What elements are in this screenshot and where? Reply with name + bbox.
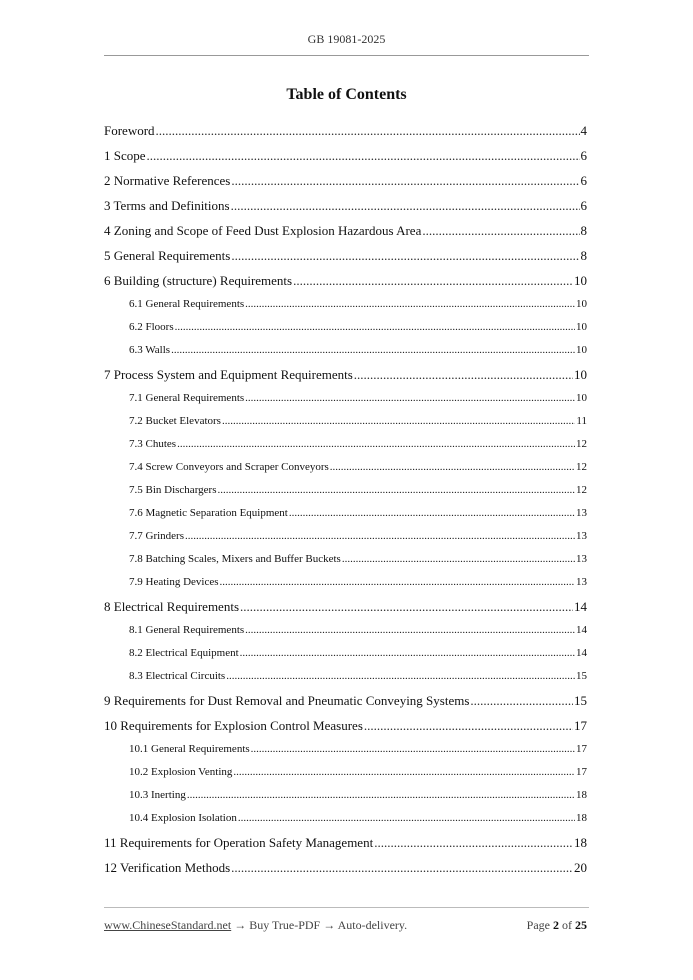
toc-leader-dots: [171, 339, 575, 362]
toc-entry[interactable]: [104, 619, 587, 642]
toc-entry-page: 10: [574, 367, 587, 382]
page-title: Table of Contents: [286, 86, 407, 103]
page-word: Page: [526, 918, 550, 932]
toc-entry-label: 1 Scope: [104, 148, 146, 163]
toc-entry[interactable]: [104, 387, 587, 410]
toc-entry[interactable]: [104, 362, 587, 387]
toc-entry-label: 8.3 Electrical Circuits: [129, 670, 226, 682]
toc-entry-label: 5 General Requirements: [104, 248, 231, 263]
toc-entry-page: 8: [580, 248, 587, 263]
toc-entry[interactable]: [104, 525, 587, 548]
toc-entry-label: 7.2 Bucket Elevators: [129, 415, 221, 427]
toc-leader-dots: [147, 143, 580, 168]
toc-leader-dots: [289, 502, 575, 525]
toc-leader-dots: [231, 243, 579, 268]
toc-entry-page: 13: [576, 553, 587, 565]
current-page: 2: [553, 918, 559, 932]
toc-entry[interactable]: [104, 502, 587, 525]
toc-entry-page: 8: [580, 223, 587, 238]
arrow-icon: →: [320, 918, 338, 932]
toc-entry-label: 2 Normative References: [104, 173, 231, 188]
toc-leader-dots: [187, 784, 575, 807]
toc-leader-dots: [245, 387, 575, 410]
toc-entry-page: 17: [576, 766, 587, 778]
toc-entry-label: 3 Terms and Definitions: [104, 198, 230, 213]
toc-leader-dots: [354, 362, 573, 387]
toc-leader-dots: [231, 168, 579, 193]
toc-entry-page: 14: [576, 647, 587, 659]
total-pages: 25: [575, 918, 587, 932]
toc-leader-dots: [217, 479, 575, 502]
toc-entry[interactable]: [104, 339, 587, 362]
toc-entry-page: 18: [574, 835, 587, 850]
toc-entry-page: 10: [576, 392, 587, 404]
toc-leader-dots: [422, 218, 579, 243]
toc-entry[interactable]: [104, 571, 587, 594]
toc-entry-page: 6: [580, 173, 587, 188]
toc-entry[interactable]: [104, 642, 587, 665]
toc-entry-page: 15: [574, 693, 587, 708]
toc-leader-dots: [330, 456, 575, 479]
toc-leader-dots: [238, 807, 575, 830]
toc-entry-page: 18: [576, 789, 587, 801]
toc-entry[interactable]: [104, 713, 587, 738]
toc-entry-label: 4 Zoning and Scope of Feed Dust Explosion Hazardous Area: [104, 223, 422, 238]
toc-entry-page: 15: [576, 670, 587, 682]
toc-leader-dots: [231, 193, 580, 218]
toc-entry-page: 13: [576, 576, 587, 588]
toc-entry[interactable]: [104, 738, 587, 761]
buy-pdf-text: Buy True-PDF: [249, 918, 321, 932]
toc-entry[interactable]: [104, 118, 587, 143]
toc-entry-page: 6: [580, 198, 587, 213]
toc-entry-page: 14: [576, 624, 587, 636]
footer-divider: [104, 907, 589, 908]
toc-entry-page: 10: [576, 321, 587, 333]
toc-entry-page: 6: [580, 148, 587, 163]
toc-leader-dots: [233, 761, 575, 784]
toc-entry-page: 17: [576, 743, 587, 755]
toc-leader-dots: [177, 433, 575, 456]
toc-entry-page: 14: [574, 599, 587, 614]
toc-entry-label: 9 Requirements for Dust Removal and Pneumatic Conveying Systems: [104, 693, 470, 708]
toc-entry-label: 7.6 Magnetic Separation Equipment: [129, 507, 288, 519]
toc-entry-page: 10: [576, 344, 587, 356]
toc-entry[interactable]: [104, 316, 587, 339]
toc-entry-page: 18: [576, 812, 587, 824]
toc-entry-label: 6.1 General Requirements: [129, 298, 245, 310]
toc-leader-dots: [231, 855, 573, 880]
toc-leader-dots: [470, 688, 573, 713]
toc-entry-label: 10 Requirements for Explosion Control Measures: [104, 718, 363, 733]
of-word: of: [562, 918, 572, 932]
toc-entry-label: 7.7 Grinders: [129, 530, 184, 542]
header-divider: [104, 55, 589, 56]
toc-entry-page: 12: [576, 484, 587, 496]
toc-entry-page: 13: [576, 507, 587, 519]
toc-entry-page: 12: [576, 438, 587, 450]
toc-entry[interactable]: [104, 807, 587, 830]
toc-entry-label: 7.5 Bin Dischargers: [129, 484, 217, 496]
toc-entry[interactable]: [104, 830, 587, 855]
toc-entry-label: 8.1 General Requirements: [129, 624, 245, 636]
toc-leader-dots: [374, 830, 573, 855]
toc-entry-label: 7.1 General Requirements: [129, 392, 245, 404]
toc-entry-label: 7.8 Batching Scales, Mixers and Buffer Buckets: [129, 553, 341, 565]
toc-entry[interactable]: [104, 143, 587, 168]
toc-entry-label: 10.2 Explosion Venting: [129, 766, 233, 778]
toc-entry[interactable]: [104, 784, 587, 807]
toc-entry-label: 7 Process System and Equipment Requirements: [104, 367, 353, 382]
toc-entry[interactable]: [104, 594, 587, 619]
toc-entry-page: 11: [576, 415, 587, 427]
toc-entry[interactable]: [104, 433, 587, 456]
toc-leader-dots: [156, 118, 580, 143]
arrow-icon: →: [231, 918, 250, 932]
toc-entry-label: 6 Building (structure) Requirements: [104, 273, 293, 288]
running-header: GB 19081-2025: [307, 32, 386, 46]
toc-entry-label: 10.3 Inerting: [129, 789, 186, 801]
toc-entry-page: 20: [574, 860, 587, 875]
toc-entry-label: 8 Electrical Requirements: [104, 599, 240, 614]
toc-leader-dots: [245, 293, 575, 316]
toc-entry[interactable]: [104, 479, 587, 502]
page-footer: [104, 918, 587, 933]
toc-entry[interactable]: [104, 293, 587, 316]
toc-entry-label: 8.2 Electrical Equipment: [129, 647, 239, 659]
toc-entry-label: 6.2 Floors: [129, 321, 174, 333]
toc-entry-label: 12 Verification Methods: [104, 860, 231, 875]
site-link[interactable]: www.ChineseStandard.net: [104, 918, 232, 932]
toc-leader-dots: [240, 642, 575, 665]
toc-entry-page: 13: [576, 530, 587, 542]
toc-entry-page: 4: [580, 123, 587, 138]
footer-promo: [104, 918, 407, 933]
toc-leader-dots: [220, 571, 576, 594]
toc-leader-dots: [251, 738, 575, 761]
toc-entry-label: 6.3 Walls: [129, 344, 171, 356]
toc-entry[interactable]: [104, 855, 587, 880]
toc-leader-dots: [175, 316, 575, 339]
toc-entry-page: 10: [574, 273, 587, 288]
toc-entry-label: 10.4 Explosion Isolation: [129, 812, 237, 824]
toc-entry-page: 12: [576, 461, 587, 473]
toc-leader-dots: [342, 548, 575, 571]
toc-entry[interactable]: [104, 243, 587, 268]
toc-entry[interactable]: [104, 761, 587, 784]
toc-entry-label: 7.3 Chutes: [129, 438, 177, 450]
toc-entry[interactable]: [104, 665, 587, 688]
toc-entry[interactable]: [104, 688, 587, 713]
toc-entry[interactable]: [104, 218, 587, 243]
toc-entry[interactable]: [104, 456, 587, 479]
toc-leader-dots: [185, 525, 575, 548]
toc-leader-dots: [245, 619, 575, 642]
toc-leader-dots: [364, 713, 573, 738]
toc-entry-label: 7.9 Heating Devices: [129, 576, 219, 588]
toc-entry-label: 11 Requirements for Operation Safety Management: [104, 835, 374, 850]
toc-leader-dots: [222, 410, 575, 433]
toc-entry[interactable]: [104, 193, 587, 218]
table-of-contents: [104, 118, 587, 880]
toc-entry-page: 10: [576, 298, 587, 310]
toc-leader-dots: [240, 594, 573, 619]
auto-delivery-text: Auto-delivery.: [337, 918, 408, 932]
toc-entry[interactable]: [104, 168, 587, 193]
toc-entry-label: Foreword: [104, 123, 155, 138]
page-number: [527, 918, 587, 933]
toc-leader-dots: [293, 268, 573, 293]
toc-leader-dots: [226, 665, 575, 688]
toc-entry[interactable]: [104, 410, 587, 433]
toc-entry-page: 17: [574, 718, 587, 733]
toc-entry-label: 7.4 Screw Conveyors and Scraper Conveyors: [129, 461, 329, 473]
toc-entry-label: 10.1 General Requirements: [129, 743, 250, 755]
toc-entry[interactable]: [104, 548, 587, 571]
toc-entry[interactable]: [104, 268, 587, 293]
